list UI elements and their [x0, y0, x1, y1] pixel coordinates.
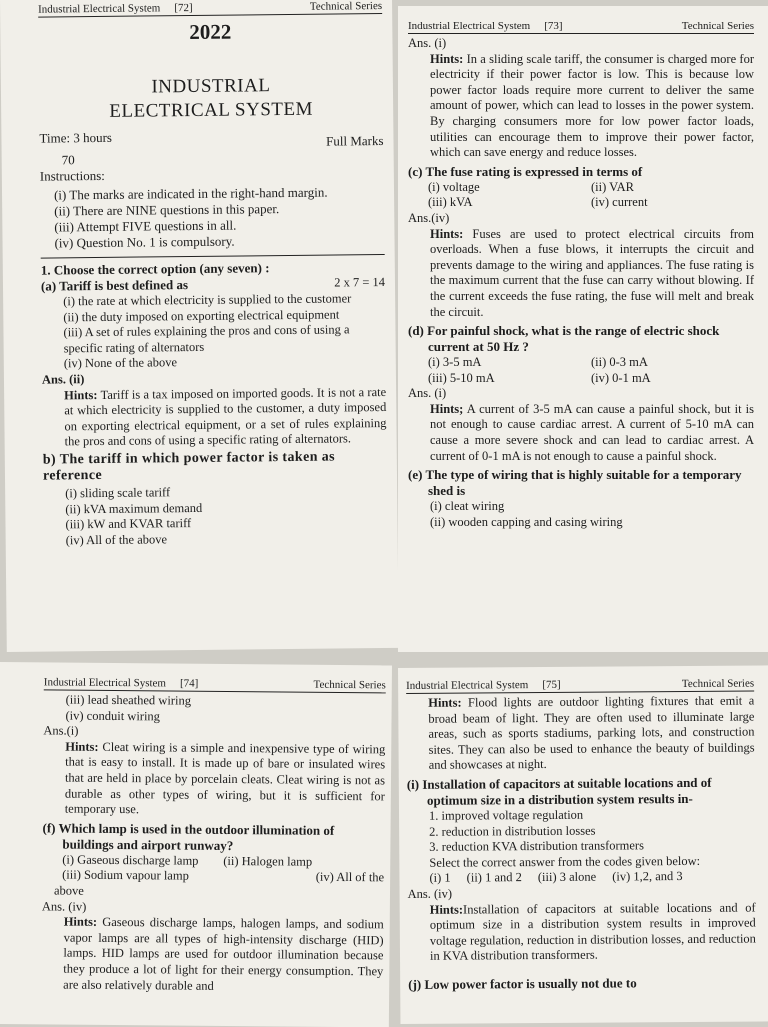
question-f: (f) Which lamp is used in the outdoor illumination of buildings and airport runway?	[42, 820, 335, 853]
header-page-number: [73]	[544, 20, 563, 32]
hint-body: In a sliding scale tariff, the consumer is charged more for electricity if their power factor is low. This is because low power factor loads require more current to deliver the same amount of power, which can lead to losses in the power system. By charging consumers more for low power factor loads, utilities can encourage them to improve their power factor, which can save energy and reduce losses.	[430, 51, 754, 160]
list-item: 3. reduction KVA distribution transformers	[429, 838, 644, 854]
question-d: (d) For painful shock, what is the range of electric shock current at 50 Hz ?	[408, 323, 720, 355]
hint-text	[41, 914, 384, 995]
option: (i) the rate at which electricity is supplied to the customer	[63, 291, 352, 309]
options-grid	[408, 355, 754, 386]
codes-instruction: Select the correct answer from the codes given below:	[429, 853, 701, 870]
header-page-number: [75]	[542, 678, 561, 691]
page-header	[38, 0, 382, 18]
hint-label: Hints:	[429, 902, 464, 917]
header-book-title: Industrial Electrical System	[406, 679, 529, 692]
hint-text	[408, 402, 754, 464]
list-item: 1. improved voltage regulation	[428, 807, 584, 823]
header-book-title: Industrial Electrical System	[38, 2, 161, 16]
option-continuation: above	[53, 883, 84, 898]
option: (iii) kW and KVAR tariff	[65, 516, 192, 532]
option: (ii) 0-3 mA	[591, 355, 648, 370]
hint-body: Cleat wiring is a simple and inexpensive type of wiring that is easy to install. It is made up of bare or insulated wires that are held in place by porcelain cleats. Cleat wiring is not as durable as other types of wiring, but it is sufficient for temporary use.	[64, 739, 386, 817]
hint-text	[43, 739, 386, 820]
code-option: (ii) 1 and 2	[466, 870, 522, 885]
time-row	[39, 127, 383, 153]
option: (i) voltage	[428, 179, 480, 194]
question-1: 1. Choose the correct option (any seven) :	[40, 260, 270, 278]
option: (iii) 5-10 mA	[428, 370, 495, 385]
header-book-title: Industrial Electrical System	[43, 676, 167, 690]
list-item: 2. reduction in distribution losses	[429, 823, 596, 839]
instruction-item: (iii) Attempt FIVE questions in all.	[54, 217, 237, 235]
option: (ii) VAR	[591, 179, 634, 194]
hint-body: Gaseous discharge lamps, halogen lamps, and sodium vapor lamps are all types of high-intensity discharge (HID) lamps. HID lamps are used for outdoor illumination because they produce a lot of light for their energy consumption. They are also relatively durable and	[63, 914, 384, 993]
instruction-item: (iv) Question No. 1 is compulsory.	[54, 233, 235, 251]
instructions-label: Instructions:	[39, 167, 105, 184]
page-74	[0, 662, 392, 1027]
hint-label: Hints:	[65, 739, 99, 754]
page-72	[0, 0, 399, 652]
page-73	[398, 6, 768, 652]
option: (iii) kVA	[428, 195, 473, 210]
full-marks-value: 70	[61, 152, 75, 168]
option: (iii) Sodium vapour lamp	[62, 867, 189, 883]
hint-text	[408, 52, 754, 161]
option: (i) Gaseous discharge lamp	[62, 852, 199, 868]
header-series: Technical Series	[681, 677, 755, 691]
option: (iv) All of the above	[65, 531, 168, 548]
header-series: Technical Series	[309, 0, 383, 13]
exam-time: Time: 3 hours	[39, 129, 113, 146]
answer: Ans.(iv)	[408, 210, 450, 225]
answer: Ans. (i)	[408, 36, 447, 50]
question-i: (i) Installation of capacitors at suitable locations and of optimum size in a distribution system results in-	[406, 774, 712, 808]
option: (ii) the duty imposed on exporting electrical equipment	[63, 307, 340, 324]
header-series: Technical Series	[681, 20, 754, 32]
hint-label: Hints:	[64, 387, 98, 402]
option: (iv) All of the	[315, 870, 385, 885]
question-j: (j) Low power factor is usually not due to	[408, 975, 637, 992]
page-header	[44, 676, 386, 693]
question-c: (c) The fuse rating is expressed in terms of	[408, 163, 643, 179]
answer: Ans. (iv)	[41, 898, 87, 914]
option: (iii) A set of rules explaining the pros and cons of using a	[63, 322, 350, 340]
code-option: (iii) 3 alone	[537, 869, 597, 885]
option: (ii) Halogen lamp	[223, 853, 313, 869]
hint-label: Hints;	[430, 401, 464, 416]
page-header	[408, 20, 754, 34]
instruction-item: (i) The marks are indicated in the right-hand margin.	[53, 184, 328, 203]
hint-text	[408, 900, 756, 965]
hint-label: Hints:	[428, 695, 462, 710]
question-a: (a) Tariff is best defined as	[40, 277, 189, 294]
answer: Ans.(i)	[43, 723, 79, 738]
page-header	[406, 678, 754, 694]
option: specific rating of alternators	[63, 339, 205, 356]
option: (iv) conduit wiring	[65, 708, 161, 723]
option: (i) cleat wiring	[430, 499, 505, 514]
paper-title-line1: INDUSTRIAL	[151, 75, 271, 98]
full-marks-label: Full Marks	[325, 132, 384, 149]
header-series: Technical Series	[313, 678, 386, 692]
answer: Ans. (iv)	[407, 886, 453, 901]
instruction-item: (ii) There are NINE questions in this paper.	[54, 201, 280, 219]
hint-body: Tariff is a tax imposed on imported goods. It is not a rate at which electricity is supplied to the customer, a duty imposed on exporting electrical equipment, or a set of rules explaining the pros and cons of using a specific rating of alternators.	[64, 384, 387, 449]
answer: Ans. (i)	[408, 386, 447, 401]
hint-label: Hints:	[63, 914, 98, 929]
options-grid	[42, 852, 384, 886]
option: (i) 3-5 mA	[428, 355, 482, 370]
exam-year: 2022	[189, 19, 232, 45]
hint-body: Installation of capacitors at suitable locations and of optimum size in a distribution system results in improved voltage regulation, reduction in distribution losses, and reduction in KVA distribution transformers.	[429, 900, 756, 964]
question-a-marks: 2 x 7 = 14	[334, 274, 386, 290]
question-e: (e) The type of wiring that is highly suitable for a temporary shed is	[408, 467, 742, 499]
code-option: (iv) 1,2, and 3	[612, 869, 683, 884]
option: (ii) kVA maximum demand	[65, 500, 203, 516]
answer: Ans. (ii)	[41, 372, 85, 387]
code-option: (i) 1	[429, 870, 451, 886]
option: (iii) lead sheathed wiring	[65, 692, 192, 708]
hint-text	[42, 385, 387, 451]
paper-title-line2: ELECTRICAL SYSTEM	[109, 98, 314, 122]
hint-body: A current of 3-5 mA can cause a painful shock, but it is not enough to cause cardiac arrest. A current of 5-10 mA can cause a more severe shock and can lead to cardiac arrest. A current of 0-1 mA is not enough to cause a painful shock.	[430, 401, 754, 463]
header-page-number: [74]	[179, 677, 199, 690]
header-book-title: Industrial Electrical System	[408, 20, 531, 32]
option: (iv) 0-1 mA	[591, 370, 651, 385]
divider	[41, 254, 385, 259]
option: (i) sliding scale tariff	[65, 485, 171, 501]
header-page-number: [72]	[174, 1, 193, 15]
hint-body: Fuses are used to protect electrical circuits from overloads. When a fuse blows, it interrupts the circuit and prevents damage to the wiring and appliances. The fuse rating is the maximum current that the fuse can carry without blowing. If the current exceeds the fuse rating, the fuse will melt and break the circuit.	[430, 226, 754, 319]
option: (ii) wooden capping and casing wiring	[430, 514, 623, 529]
option: (iv) None of the above	[63, 355, 178, 371]
question-b: b) The tariff in which power factor is taken as reference	[42, 449, 336, 484]
option: (iv) current	[591, 195, 648, 210]
hint-text	[406, 694, 755, 774]
hint-body: Flood lights are outdoor lighting fixtures that emit a broad beam of light. They are often used to illuminate large areas, such as sports stadiums, parking lots, and construction sites. They can also be used to enhance the beauty of buildings and showcases at night.	[428, 693, 755, 773]
options-grid	[408, 180, 754, 211]
hint-label: Hints:	[430, 226, 464, 241]
hint-text	[408, 227, 754, 321]
hint-label: Hints:	[430, 51, 464, 66]
page-75	[398, 665, 768, 1024]
